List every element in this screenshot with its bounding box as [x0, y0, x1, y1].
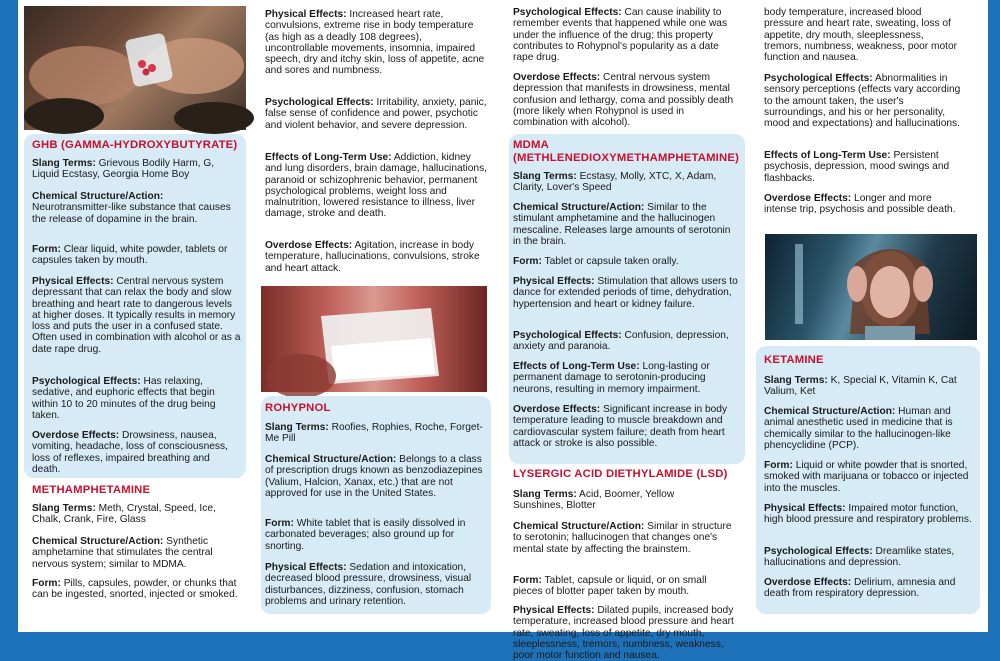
lsd-chem: Chemical Structure/Action: Similar in structure to serotonin; hallucinogen that changes one's mental state by affecting the brainstem. — [513, 521, 732, 555]
ketamine-title: KETAMINE — [764, 354, 824, 366]
lsd-psych: Psychological Effects: Abnormalities in sensory perceptions (effects vary according to the amount taken, the user's surroundings, and his or her personality, mood and expectations) and hallucinations. — [764, 73, 961, 130]
ghb-form: Form: Clear liquid, white powder, tablets or capsules taken by mouth. — [32, 244, 228, 267]
rohypnol-slang: Slang Terms: Roofies, Rophies, Roche, Forget-Me Pill — [265, 422, 483, 445]
ketamine-form: Form: Liquid or white powder that is snorted, smoked with marijuana or tobacco or injected into the muscles. — [764, 460, 969, 494]
lsd-overdose: Overdose Effects: Longer and more intense trip, psychosis and possible death. — [764, 193, 956, 216]
lsd-physical-start: Physical Effects: Dilated pupils, increased body temperature, increased blood pressure and heart rate, sweating, loss of appetite, dry mouth, sleeplessness, tremors, numbness, weakness, poor motor function and nausea. — [513, 605, 734, 661]
rohypnol-overdose: Overdose Effects: Central nervous system depression that manifests in drowsiness, mental confusion and lethargy, coma and possibly death (more likely when Rohypnol is used in combination with alcohol). — [513, 72, 734, 129]
rohypnol-physical: Physical Effects: Sedation and intoxication, decreased blood pressure, drowsiness, visual disturbances, dizziness, confusion, stomach problems and urinary retention. — [265, 562, 472, 607]
meth-title: METHAMPHETAMINE — [32, 484, 151, 496]
hands-illustration — [24, 6, 246, 130]
ghb-chem: Chemical Structure/Action: Neurotransmitter-like substance that causes the release of dopamine in the brain. — [32, 191, 231, 225]
meth-slang: Slang Terms: Meth, Crystal, Speed, Ice, Chalk, Crank, Fire, Glass — [32, 503, 216, 526]
ghb-psych: Psychological Effects: Has relaxing, sedative, and euphoric effects that begin within 10 to 20 minutes of the drug being taken. — [32, 376, 216, 421]
lsd-physical-cont — [764, 7, 962, 65]
rohypnol-psych: Psychological Effects: Can cause inability to remember events that happened while one was under the influence of the drug; this property contributes to Rohypnol's popularity as a date rape drug. — [513, 7, 728, 64]
mdma-title — [513, 139, 739, 165]
ketamine-chem: Chemical Structure/Action: Human and animal anesthetic used in medicine that is chemically similar to the hallucinogen-like phencyclidine (PCP). — [764, 406, 953, 451]
mdma-physical: Physical Effects: Stimulation that allows users to dance for extended periods of time, dehydration, hypertension and heart or kidney failure. — [513, 276, 738, 310]
lsd-form: Form: Tablet, capsule or liquid, or on small pieces of blotter paper taken by mouth. — [513, 575, 707, 598]
rohypnol-chem: Chemical Structure/Action: Belongs to a class of prescription drugs known as benzodiazepines (Valium, Halcion, Xanax, etc.) that are not approved for use in the United States. — [265, 454, 483, 499]
ghb-slang: Slang Terms: Grievous Bodily Harm, G, Liquid Ecstasy, Georgia Home Boy — [32, 158, 215, 181]
lsd-longterm: Effects of Long-Term Use: Persistent psychosis, depression, mood swings and flashbacks. — [764, 150, 950, 184]
mdma-overdose: Overdose Effects: Significant increase in body temperature leading to muscle breakdown and cardiovascular system failure; death from heart attack or stroke is also possible. — [513, 404, 728, 449]
ketamine-physical: Physical Effects: Impaired motor function, high blood pressure and respiratory problems. — [764, 503, 972, 526]
mdma-title-line1: MDMA — [513, 139, 549, 151]
ketamine-overdose: Overdose Effects: Delirium, amnesia and death from respiratory depression. — [764, 577, 956, 600]
meth-physical: Physical Effects: Increased heart rate, convulsions, extreme rise in body temperature (as high as a deadly 108 degrees), uncontrollable movements, insomnia, impaired speech, dry and itchy skin, loss of appetite, acne and sores and numbness. — [265, 9, 485, 77]
mdma-slang: Slang Terms: Ecstasy, Molly, XTC, X, Adam, Clarity, Lover's Speed — [513, 171, 717, 194]
ketamine-psych: Psychological Effects: Dreamlike states, hallucinations and depression. — [764, 546, 955, 569]
mdma-psych: Psychological Effects: Confusion, depression, anxiety and paranoia. — [513, 330, 729, 353]
mdma-title-line2: (METHLENEDIOXYMETHAMPHETAMINE) — [513, 152, 740, 164]
photo-hands-with-bag — [24, 6, 246, 130]
mdma-chem: Chemical Structure/Action: Similar to the stimulant amphetamine and the hallucinogen mescaline. Releases large amounts of serotonin in the brain. — [513, 202, 731, 247]
meth-form: Form: Pills, capsules, powder, or chunks that can be ingested, snorted, injected or smoked. — [32, 578, 238, 601]
ghb-overdose: Overdose Effects: Drowsiness, nausea, vomiting, headache, loss of consciousness, loss of reflexes, impaired breathing and death. — [32, 430, 228, 475]
woman-illustration — [765, 234, 977, 340]
meth-psych: Psychological Effects: Irritability, anxiety, panic, false sense of confidence and power, psychotic and violent behavior, and severe depression. — [265, 97, 487, 131]
lsd-physical-continued: body temperature, increased blood pressure and heart rate, sweating, loss of appetite, dry mouth, sleeplessness, tremors, numbness, weakness, poor motor function and nausea. — [764, 7, 958, 64]
rohypnol-form: Form: White tablet that is easily dissolved in carbonated beverages; also ground up for snorting. — [265, 518, 466, 552]
photo-distressed-woman — [765, 234, 977, 340]
rohypnol-title: ROHYPNOL — [265, 402, 331, 414]
right-border — [988, 0, 1000, 632]
mdma-longterm: Effects of Long-Term Use: Long-lasting or permanent damage to serotonin-producing neurons, resulting in memory impairment. — [513, 361, 710, 395]
meth-chem: Chemical Structure/Action: Synthetic amphetamine that stimulates the central nervous system; similar to MDMA. — [32, 536, 213, 570]
ghb-physical: Physical Effects: Central nervous system depressant that can relax the body and slow breathing and heart rate to dangerous levels at higher doses. It typically results in memory loss and puts the user in a confused state. Often used in combination with alcohol or as a date rape drug. — [32, 276, 241, 355]
mdma-form: Form: Tablet or capsule taken orally. — [513, 256, 679, 267]
meth-longterm: Effects of Long-Term Use: Addiction, kidney and lung disorders, brain damage, hallucinations, paranoid or schizophrenic behavior, permanent psychological problems, weight loss and malnutrition, lowered resistance to illness, liver damage, stroke and death. — [265, 152, 488, 220]
ghb-title: GHB (GAMMA-HYDROXYBUTYRATE) — [32, 139, 238, 151]
lsd-title: LYSERGIC ACID DIETHYLAMIDE (LSD) — [513, 468, 728, 480]
powder-bag-illustration — [261, 286, 487, 392]
page — [18, 0, 988, 661]
meth-overdose: Overdose Effects: Agitation, increase in body temperature, hallucinations, convulsions, stroke and heart attack. — [265, 240, 480, 274]
ketamine-slang: Slang Terms: K, Special K, Vitamin K, Cat Valium, Ket — [764, 375, 957, 398]
photo-powder-bag — [261, 286, 487, 392]
lsd-slang: Slang Terms: Acid, Boomer, Yellow Sunshines, Blotter — [513, 489, 675, 512]
